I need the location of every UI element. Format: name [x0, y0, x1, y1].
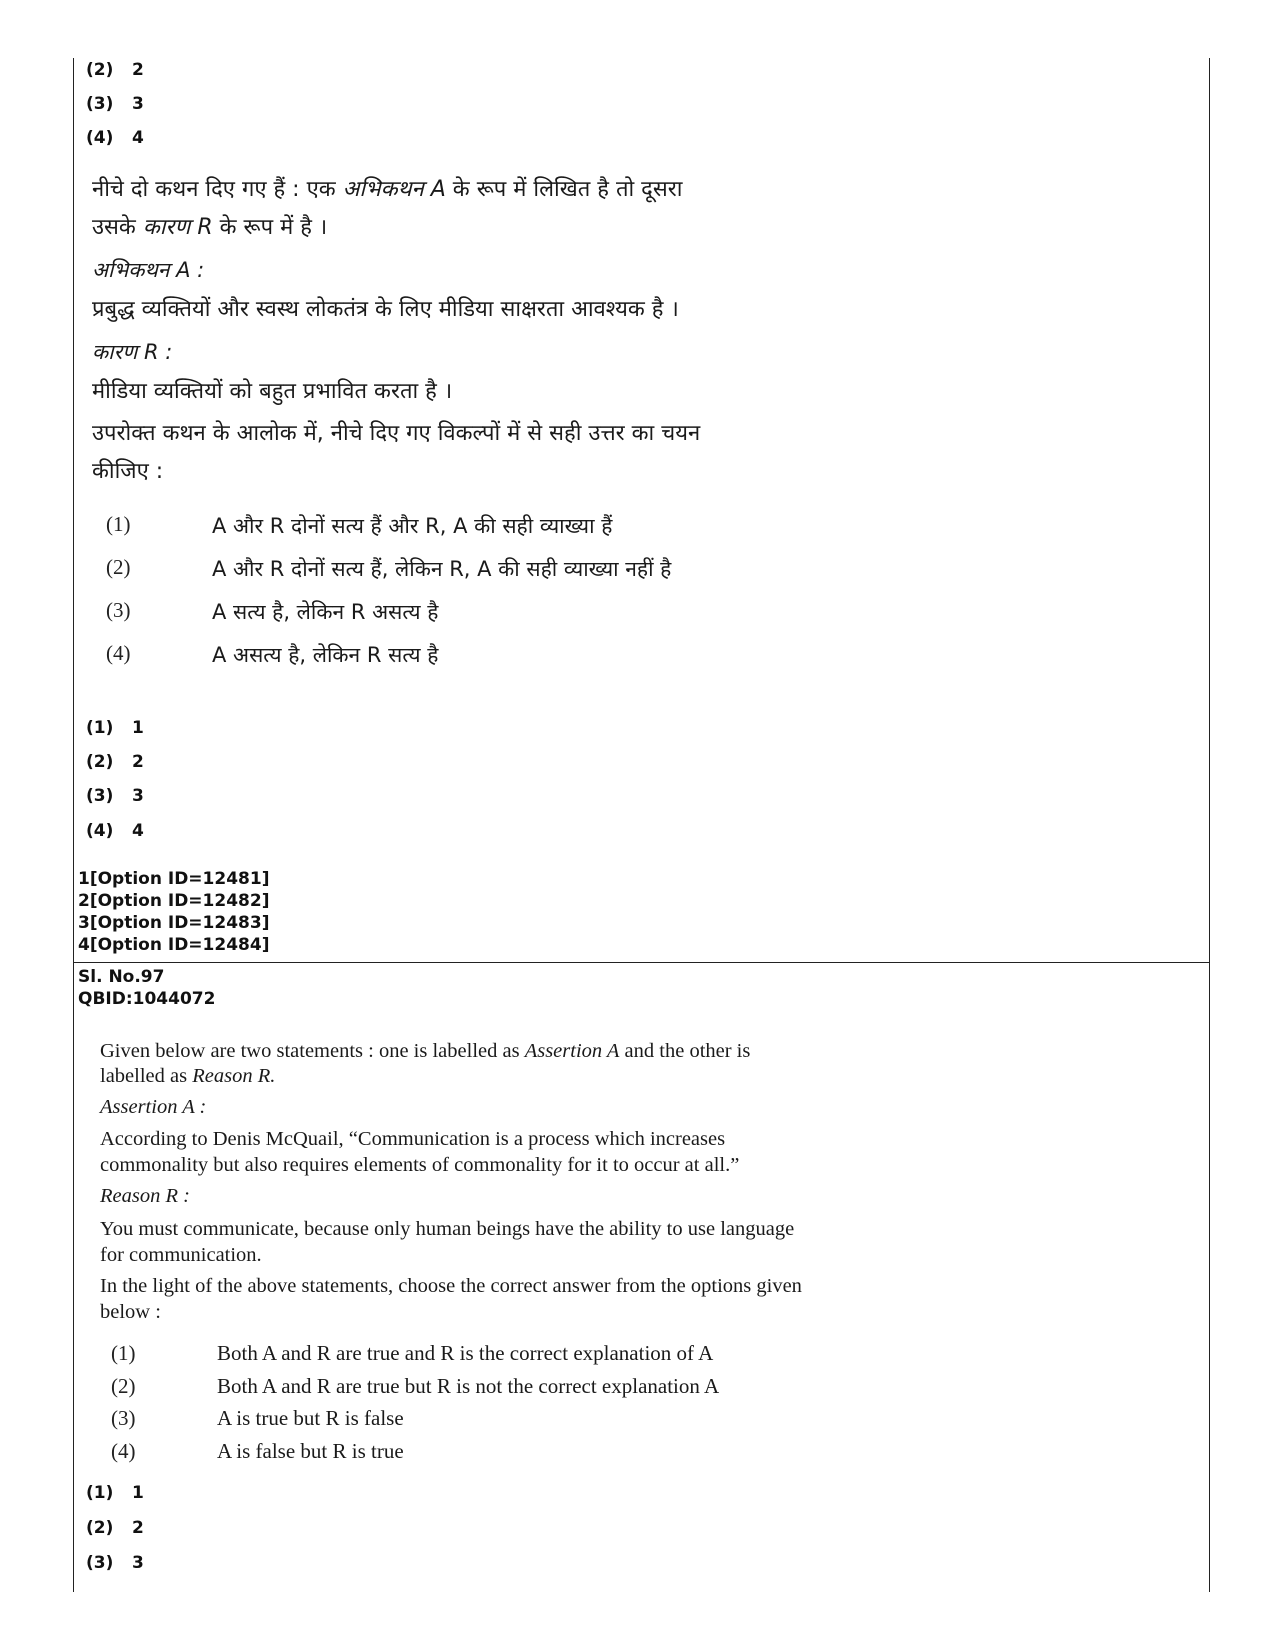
option-id: 2[Option ID=12482]: [78, 891, 270, 911]
answer-option: (2) 2: [86, 752, 144, 772]
hindi-choice-number: (3): [106, 598, 131, 622]
english-assertion-line-2: commonality but also requires elements of commonality for it to occur at all.”: [100, 1154, 740, 1176]
hindi-intro-line-1: नीचे दो कथन दिए गए हैं : एक अभिकथन A के रूप में लिखित है तो दूसरा: [92, 177, 683, 202]
left-border: [73, 58, 74, 1592]
english-choice-number: (4): [111, 1439, 136, 1463]
option-id: 3[Option ID=12483]: [78, 913, 270, 933]
english-reason-line-2: for communication.: [100, 1244, 262, 1266]
english-choice-number: (1): [111, 1341, 136, 1365]
english-assertion-line-1: According to Denis McQuail, “Communication is a process which increases: [100, 1128, 726, 1150]
option-id: 1[Option ID=12481]: [78, 869, 270, 889]
hindi-prompt-line-1: उपरोक्त कथन के आलोक में, नीचे दिए गए विकल्पों में से सही उत्तर का चयन: [92, 421, 701, 446]
english-choice-text: A is true but R is false: [217, 1406, 404, 1430]
right-border: [1209, 58, 1210, 1592]
english-choice-text: Both A and R are true but R is not the correct explanation A: [217, 1374, 720, 1398]
hindi-choice-number: (2): [106, 555, 131, 579]
english-reason-label: Reason R :: [100, 1185, 190, 1207]
hindi-choice-number: (1): [106, 512, 131, 536]
hindi-choice-text: A और R दोनों सत्य हैं और R, A की सही व्याख्या हैं: [212, 514, 613, 538]
question-divider: [73, 962, 1210, 963]
hindi-choice-text: A सत्य है, लेकिन R असत्य है: [212, 600, 439, 624]
hindi-choice-number: (4): [106, 641, 131, 665]
english-choice-text: A is false but R is true: [217, 1439, 404, 1463]
english-choice-text: Both A and R are true and R is the correct explanation of A: [217, 1341, 714, 1365]
hindi-assertion-text: प्रबुद्ध व्यक्तियों और स्वस्थ लोकतंत्र के लिए मीडिया साक्षरता आवश्यक है ।: [92, 297, 679, 322]
hindi-choice-text: A और R दोनों सत्य हैं, लेकिन R, A की सही व्याख्या नहीं है: [212, 557, 672, 581]
hindi-reason-text: मीडिया व्यक्तियों को बहुत प्रभावित करता है ।: [92, 379, 453, 404]
answer-option: (4) 4: [86, 821, 144, 841]
answer-option: (2) 2: [86, 60, 144, 80]
english-prompt-line-2: below :: [100, 1301, 161, 1323]
qbid: QBID:1044072: [78, 989, 216, 1009]
hindi-intro-line-2: उसके कारण R के रूप में है ।: [92, 215, 328, 240]
english-prompt-line-1: In the light of the above statements, choose the correct answer from the options given: [100, 1275, 802, 1297]
english-assertion-label: Assertion A :: [100, 1096, 207, 1118]
english-intro-line-1: Given below are two statements : one is labelled as Assertion A and the other is: [100, 1040, 751, 1062]
option-id: 4[Option ID=12484]: [78, 935, 270, 955]
answer-option: (3) 3: [86, 786, 144, 806]
english-choice-number: (2): [111, 1374, 136, 1398]
serial-number: Sl. No.97: [78, 967, 165, 987]
hindi-assertion-label: अभिकथन A :: [92, 258, 205, 282]
answer-option: (1) 1: [86, 1483, 144, 1503]
hindi-reason-label: कारण R :: [92, 340, 173, 364]
answer-option: (2) 2: [86, 1518, 144, 1538]
answer-option: (3) 3: [86, 1553, 144, 1573]
hindi-choice-text: A असत्य है, लेकिन R सत्य है: [212, 643, 439, 667]
answer-option: (1) 1: [86, 718, 144, 738]
english-choice-number: (3): [111, 1406, 136, 1430]
english-reason-line-1: You must communicate, because only human beings have the ability to use language: [100, 1218, 795, 1240]
answer-option: (3) 3: [86, 94, 144, 114]
english-intro-line-2: labelled as Reason R.: [100, 1065, 276, 1087]
hindi-prompt-line-2: कीजिए :: [92, 459, 164, 484]
answer-option: (4) 4: [86, 128, 144, 148]
